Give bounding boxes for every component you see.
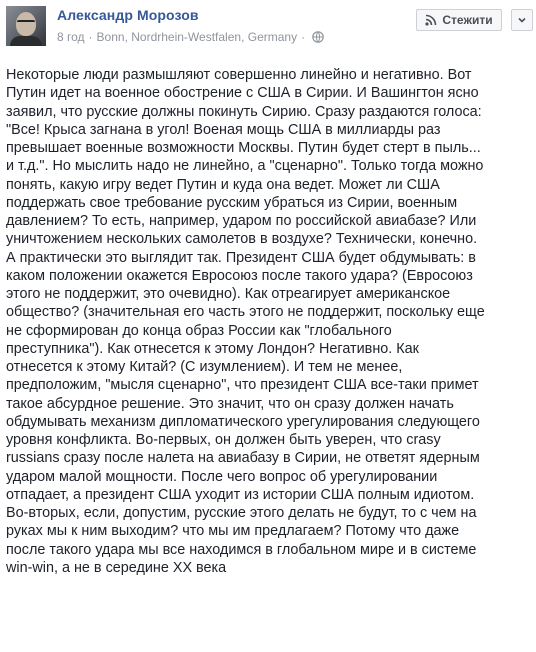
post-text-line: win-win, а не в середине XX века: [6, 559, 227, 576]
post-text-line: этого не поддержит, это очевидно). Как отреагирует американское: [6, 286, 451, 302]
post-text-line: каком положении окажется Евросоюз после такого удара? (Евросоюз: [6, 267, 473, 284]
post-text-line: Во-вторых, если, допустим, русские этого делать не будут, то с чем на: [6, 505, 477, 521]
post-text-line: уничтожением нескольких самолетов в воздухе? Технически, конечно.: [6, 231, 478, 248]
post-header: [0, 0, 536, 56]
avatar[interactable]: [6, 6, 46, 46]
author-name[interactable]: Александр Морозов: [57, 7, 199, 23]
globe-icon[interactable]: [312, 31, 324, 43]
post-text-line: ударом малой мощности. После чего вопрос об урегулировании: [6, 468, 438, 485]
post-text-line: после такого удара мы все находимся в глобальном мире и в системе: [6, 541, 477, 558]
post-text-line: общество? (значительная его часть этого не поддержит, поскольку еще: [6, 304, 485, 321]
meta-separator: ·: [301, 30, 306, 44]
post-text-line: Путин идет на военное обострение с США в Сирии. И Вашингтон ясно: [6, 85, 479, 102]
post-text-line: превышает военные возможности Москвы. Путин будет стерт в пыль...: [6, 140, 481, 156]
post-meta: [57, 30, 324, 44]
post-text-line: поддержать свое требование русским убраться из Сирии, военным: [6, 194, 458, 211]
avatar-glasses: [17, 20, 35, 26]
post-location[interactable]: Bonn, Nordrhein-Westfalen, Germany: [96, 30, 298, 44]
post-text-line: руках мы к ним выходим? что мы им предлагаем? Потому что даже: [6, 523, 460, 540]
meta-separator: ·: [88, 30, 93, 44]
rss-icon: [425, 14, 437, 26]
post-text-line: давлением? То есть, например, ударом по российской авиабазе? Или: [6, 213, 477, 229]
post-time[interactable]: 8 год: [57, 30, 85, 44]
post-text-line: отпадает, а президент США уходит из истории США полным идиотом.: [6, 486, 475, 503]
post-text-line: "Все! Крыса загнана в угол! Военая мощь США в миллиарды раз: [6, 121, 441, 138]
post-text-line: обдумывать механизм дипломатического урегулирования следующего: [6, 413, 480, 430]
follow-button[interactable]: [416, 9, 502, 31]
post-text-line: понять, какую игру ведет Путин и куда она ведет. Может ли США: [6, 176, 440, 193]
post-text-line: предположим, "мысля сценарно", что президент США все-таки примет: [6, 377, 479, 394]
post-text-line: преступника"). Как отнесется к этому Лондон? Негативно. Как: [6, 340, 419, 357]
post-text-line: уровня конфликта. Во-первых, он должен быть уверен, что crasy: [6, 432, 441, 448]
post-text-line: и т.д.". Но мыслить надо не линейно, а "сценарно". Только тогда можно: [6, 158, 484, 175]
post-text-line: такое абсурдное решение. Это значит, что он сразу должен начать: [6, 395, 454, 412]
post-text-line: отнесется к этому Китай? (С изумлением). И тем не менее,: [6, 359, 403, 375]
post-text-line: заявил, что русские должны покинуть Сирию. Сразу раздаются голоса:: [6, 103, 482, 120]
post-text-line: не сформирован до конца образ России как "глобального: [6, 322, 392, 339]
avatar-body: [10, 36, 42, 46]
post-text-line: russians сразу после налета на авиабазу в Сирии, не ответят ядерным: [6, 450, 480, 467]
chevron-down-icon: [517, 15, 527, 25]
post-body-text: [6, 66, 532, 577]
post-text-line: Некоторые люди размышляют совершенно линейно и негативно. Вот: [6, 67, 472, 83]
post-text-line: А практически это выглядит так. Президент США будет обдумывать: в: [6, 249, 476, 266]
post-options-button[interactable]: [511, 9, 533, 31]
follow-button-label: Стежити: [442, 13, 493, 27]
